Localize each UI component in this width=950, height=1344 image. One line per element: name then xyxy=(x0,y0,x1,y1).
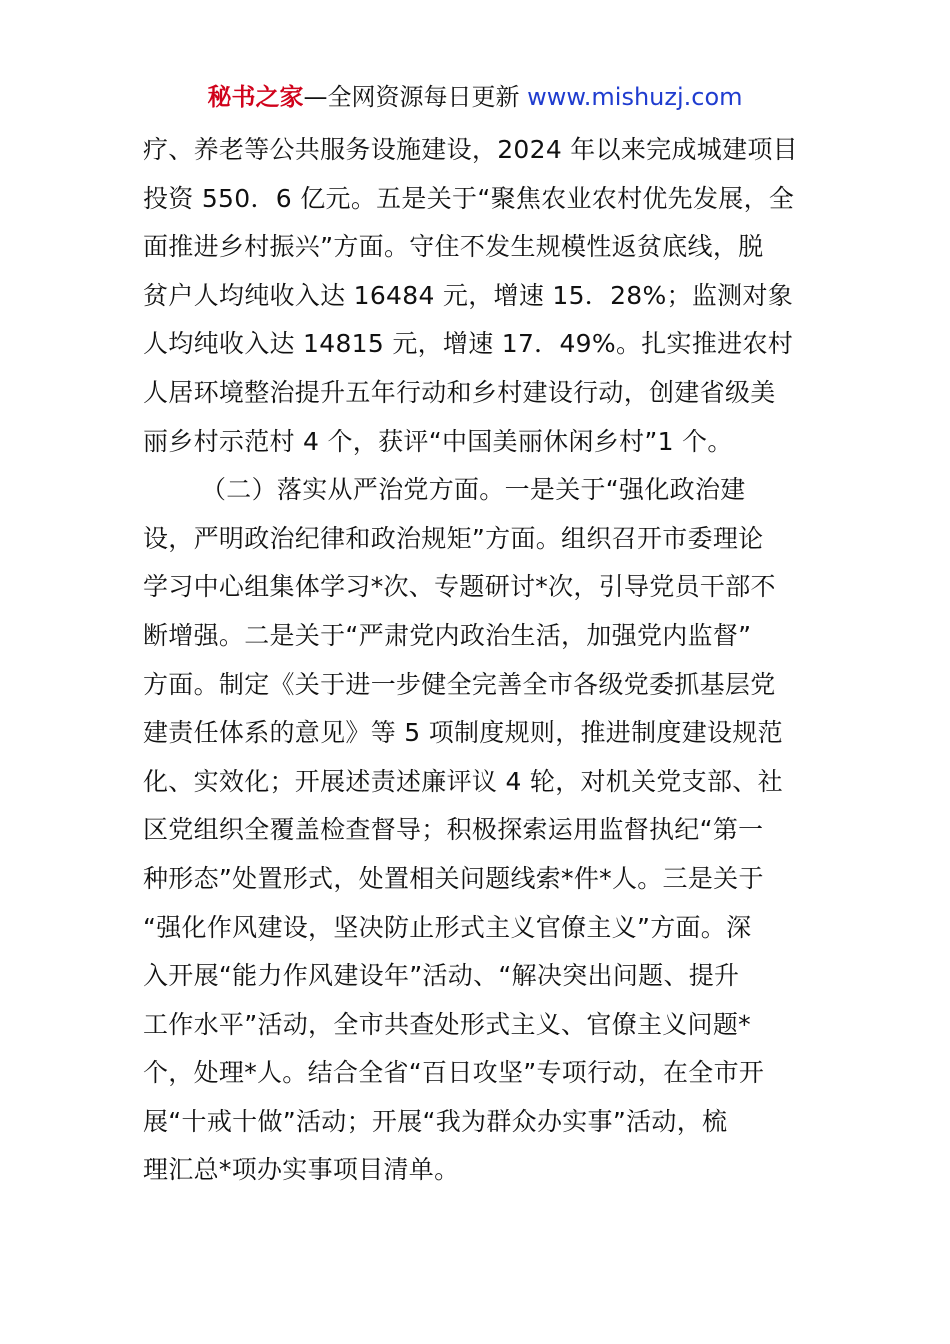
text-line: 设，严明政治纪律和政治规矩”方面。组织召开市委理论 xyxy=(143,523,764,553)
text-line: 面推进乡村振兴”方面。守住不发生规模性返贫底线，脱 xyxy=(143,232,764,262)
text-line: 人均纯收入达 14815 元，增速 17．49%。扎实推进农村 xyxy=(143,329,794,359)
document-body xyxy=(143,126,809,1195)
text-line: 种形态”处置形式，处置相关问题线索*件*人。三是关于 xyxy=(143,863,764,893)
text-line: 贫户人均纯收入达 16484 元，增速 15．28%；监测对象 xyxy=(143,280,794,310)
text-line: 疗、养老等公共服务设施建设，2024 年以来完成城建项目 xyxy=(143,135,798,164)
text-line: 断增强。二是关于“严肃党内政治生活，加强党内监督” xyxy=(143,620,752,650)
text-line: “强化作风建设，坚决防止形式主义官僚主义”方面。深 xyxy=(143,912,752,942)
text-line: 丽乡村示范村 4 个，获评“中国美丽休闲乡村”1 个。 xyxy=(143,426,733,456)
text-line: 个，处理*人。结合全省“百日攻坚”专项行动，在全市开 xyxy=(143,1058,765,1088)
site-header xyxy=(0,80,950,114)
section-heading-line: （二）落实从严治党方面。一是关于“强化政治建 xyxy=(201,475,746,505)
brand-name: 秘书之家 xyxy=(207,83,304,111)
text-line: 学习中心组集体学习*次、专题研讨*次，引导党员干部不 xyxy=(143,572,776,602)
text-line: 工作水平”活动，全市共查处形式主义、官僚主义问题* xyxy=(143,1009,751,1039)
text-line: 建责任体系的意见》等 5 项制度规则，推进制度建设规范 xyxy=(143,718,783,748)
text-line: 区党组织全覆盖检查督导；积极探索运用监督执纪“第一 xyxy=(143,815,764,845)
text-line: 化、实效化；开展述责述廉评议 4 轮，对机关党支部、社 xyxy=(143,766,783,796)
site-url-link[interactable]: www.mishuzj.com xyxy=(527,83,743,111)
text-line: 投资 550．6 亿元。五是关于“聚焦农业农村优先发展，全 xyxy=(143,183,795,213)
text-line: 入开展“能力作风建设年”活动、“解决突出问题、提升 xyxy=(143,961,740,991)
header-slogan: —全网资源每日更新 xyxy=(303,83,528,111)
text-line: 人居环境整治提升五年行动和乡村建设行动，创建省级美 xyxy=(143,377,776,407)
text-line: 理汇总*项办实事项目清单。 xyxy=(143,1155,460,1185)
text-line: 方面。制定《关于进一步健全完善全市各级党委抓基层党 xyxy=(143,669,776,699)
text-line: 展“十戒十做”活动；开展“我为群众办实事”活动，梳 xyxy=(143,1106,728,1136)
